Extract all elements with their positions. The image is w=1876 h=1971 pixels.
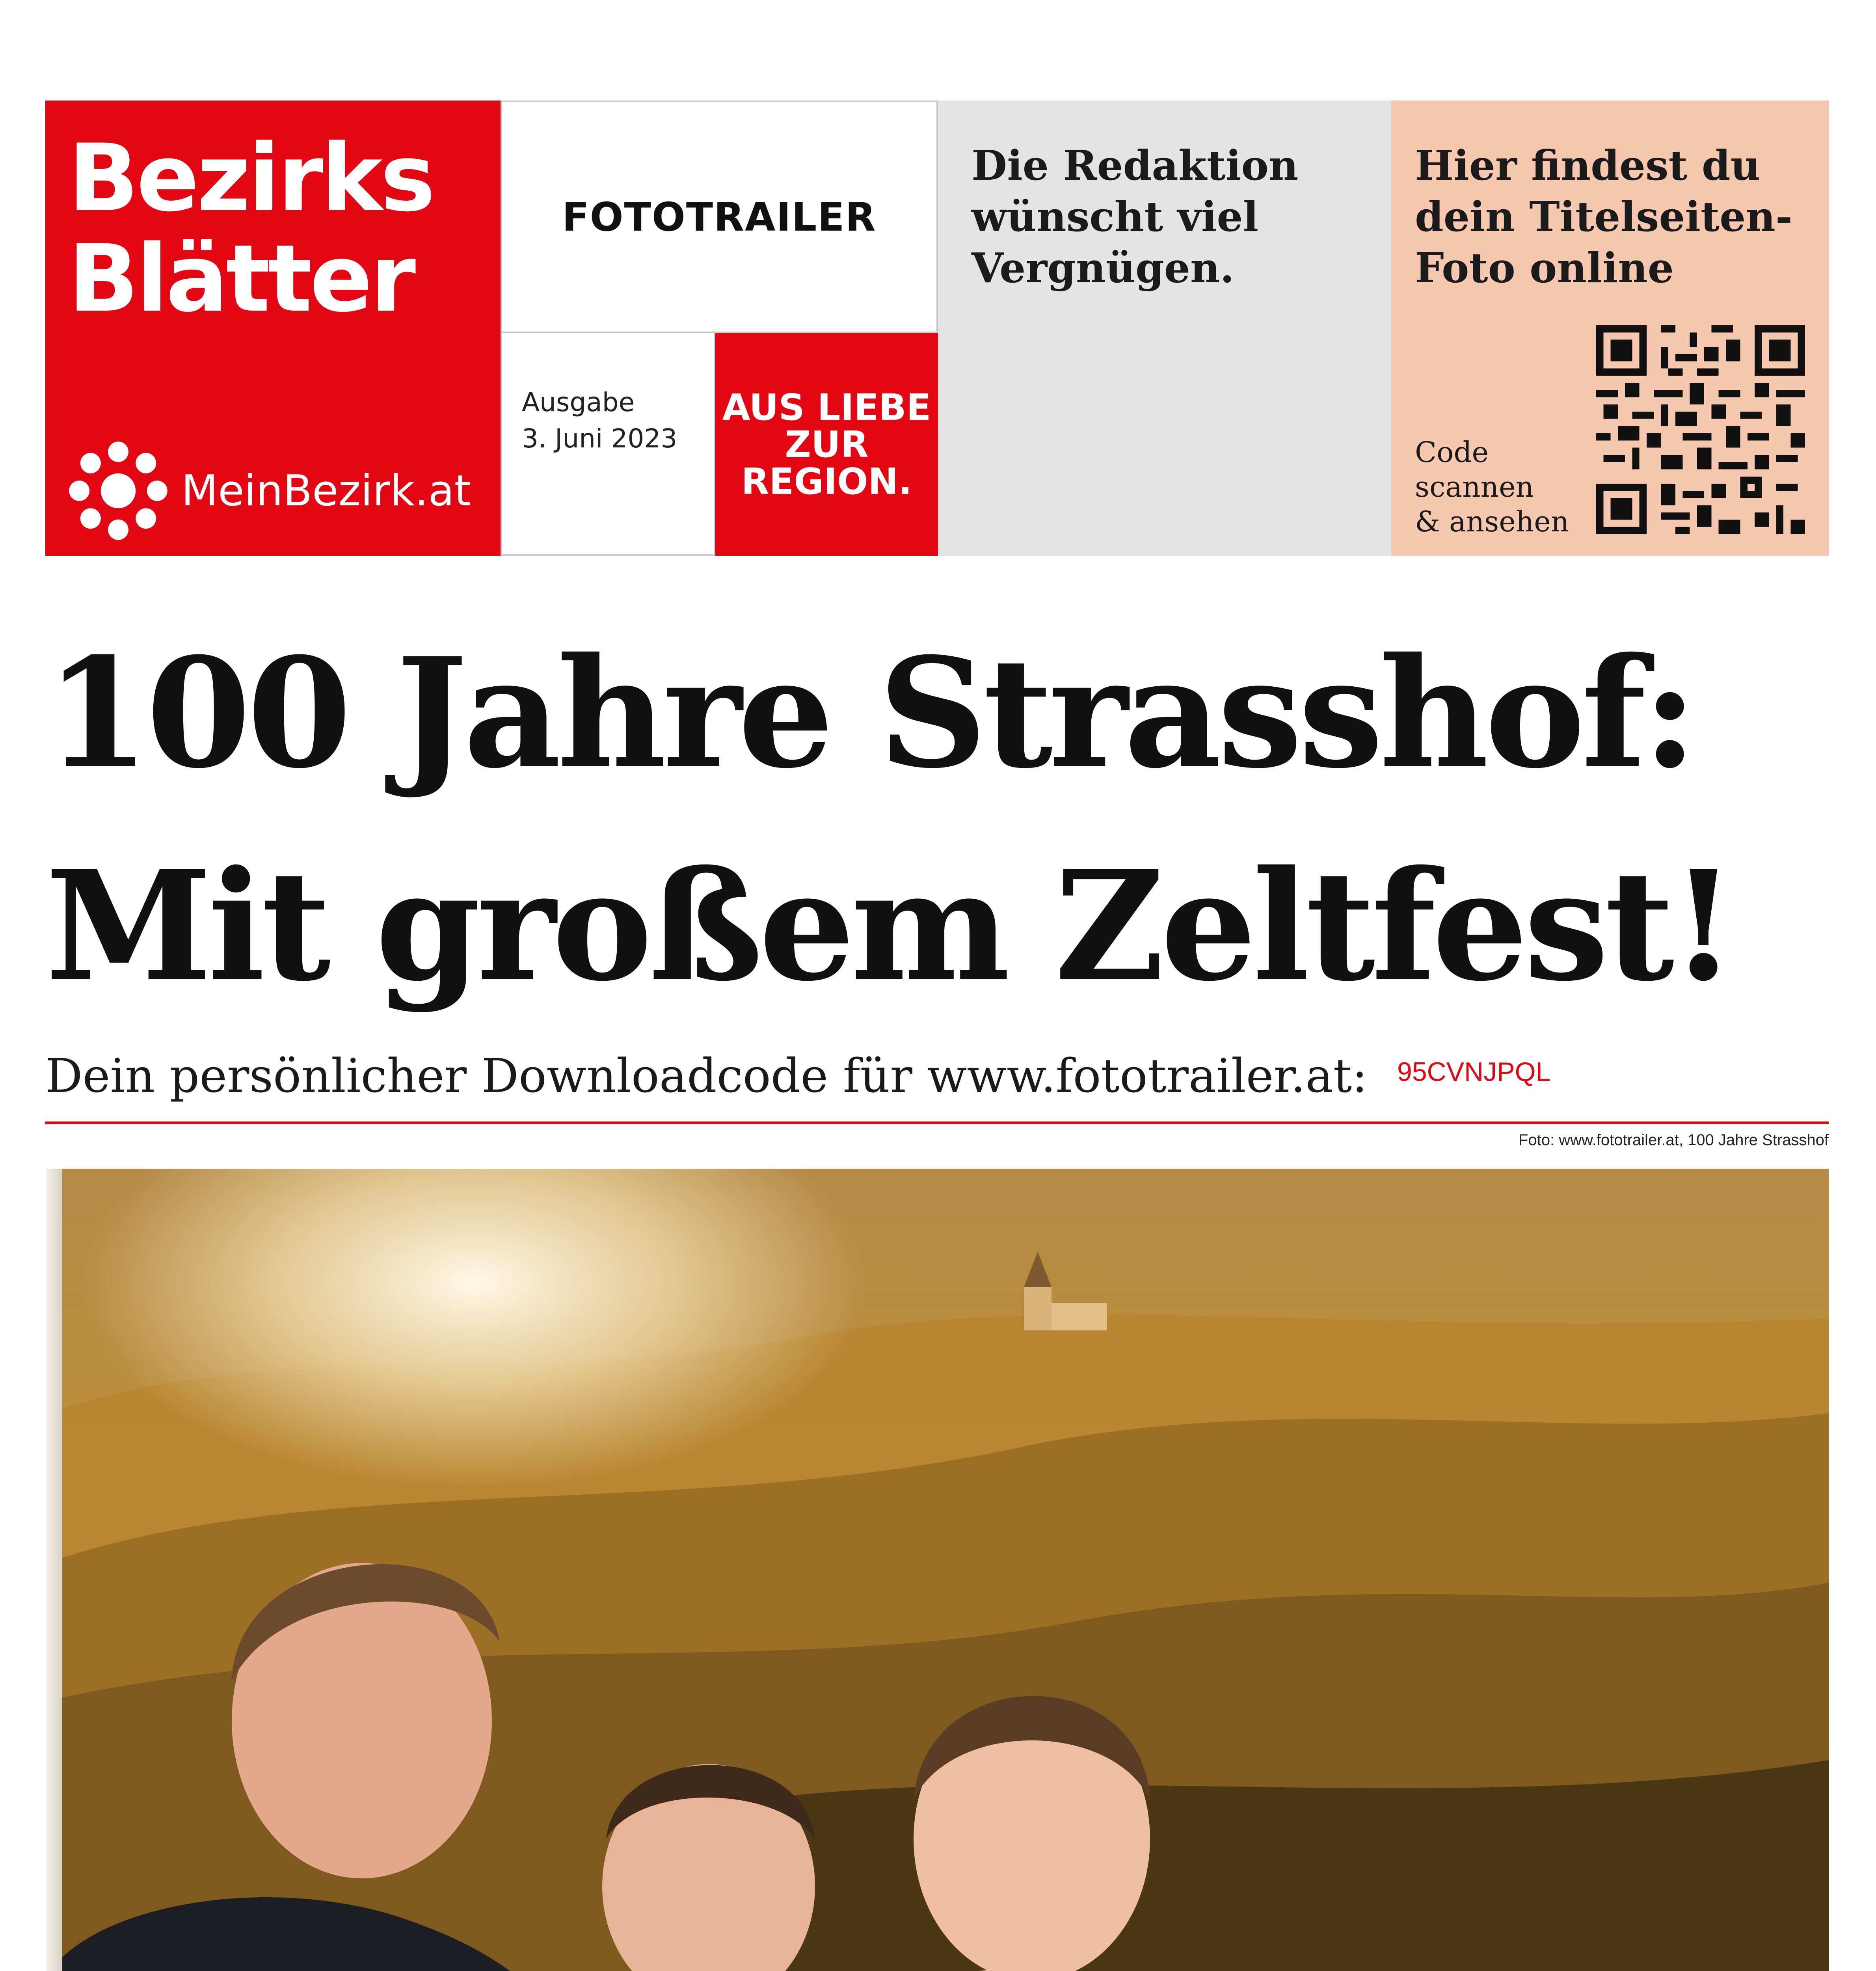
scan-line-2: scannen — [1415, 470, 1534, 503]
slogan — [722, 386, 931, 503]
fototrailer-box — [501, 101, 938, 333]
headline-line-2: Mit großem Zeltfest! — [45, 838, 1733, 1015]
scan-instructions — [1415, 435, 1569, 539]
scan-line-3: & ansehen — [1415, 505, 1569, 538]
slogan-line-1: AUS LIEBE — [722, 386, 931, 428]
brand-site[interactable] — [67, 440, 471, 542]
online-photo-box — [1391, 101, 1829, 556]
brand-line-2: Blätter — [68, 225, 414, 333]
scan-line-1: Code — [1415, 436, 1489, 469]
download-instructions: Dein persönlicher Downloadcode für www.fototrailer.at: — [45, 1049, 1368, 1103]
qr-code-icon[interactable] — [1596, 325, 1805, 534]
brand-logo — [68, 125, 433, 333]
cover-photo — [47, 1169, 1829, 1971]
headline-line-1: 100 Jahre Strasshof: — [45, 625, 1694, 802]
issue-box — [501, 333, 715, 556]
sun-logo-icon — [67, 440, 169, 542]
download-code[interactable]: 95CVNJPQL — [1397, 1057, 1551, 1087]
divider-rule — [45, 1121, 1829, 1124]
brand-logo-box — [45, 101, 501, 556]
brand-line-1: Bezirks — [68, 125, 433, 232]
editor-message-box — [938, 101, 1391, 556]
online-message: Hier findest du dein Titelseiten-Foto online — [1415, 141, 1793, 292]
brand-site-label: MeinBezirk.at — [181, 466, 471, 516]
cover-photo-illustration — [47, 1169, 1829, 1971]
issue-date: 3. Juni 2023 — [522, 423, 677, 454]
slogan-box — [715, 333, 938, 556]
editor-message: Die Redaktion wünscht viel Vergnügen. — [972, 141, 1299, 292]
fototrailer-label: FOTOTRAILER — [562, 194, 877, 240]
issue-label: Ausgabe — [522, 387, 635, 417]
slogan-line-3: REGION. — [741, 460, 912, 503]
photo-credit: Foto: www.fototrailer.at, 100 Jahre Strasshof — [1518, 1131, 1829, 1149]
headline — [45, 607, 1819, 1033]
issue-info — [522, 384, 677, 457]
slogan-line-2: ZUR — [785, 423, 869, 466]
